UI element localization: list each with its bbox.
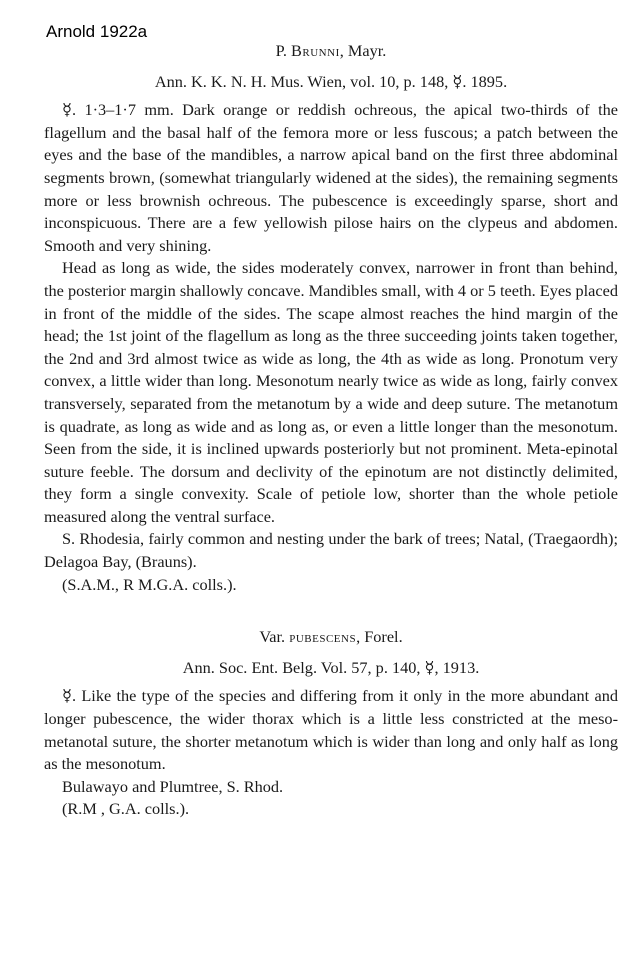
- species-morphology-paragraph: Head as long as wide, the sides moderately convex, narrower in front than behind, the posterior margin shallowly concave. Mandibles small, with 4 or 5 teeth. Eyes placed in front of the middle of the sides. The scape almost reaches the hind margin of the head; the 1st joint of the flagellum as long as the three succeeding joints taken together, the 2nd and 3rd almost twice as wide as long, the 4th as wide as long. Pronotum very convex, a little wider than long. Mesonotum nearly twice as wide as long, fairly convex transversely, separated from the metanotum by a wide and deep suture. The metanotum is quadrate, as long as wide and as long as, or even a little longer than the mesonotum. Seen from the side, it is inclined upwards posteriorly but not prominent. Meta-epinotal suture feeble. The dorsum and declivity of the epinotum are not distinctly delimited, they form a single convexity. Scale of petiole low, shorter than the whole petiole measured along the ventral surface.: [44, 258, 618, 526]
- variety-title-suffix: , Forel.: [356, 627, 403, 647]
- variety-title-name: pubescens: [289, 627, 357, 647]
- species-collections-paragraph: (S.A.M., R M.G.A. colls.).: [62, 574, 237, 594]
- variety-description-paragraph: ☿. Like the type of the species and differing from it only in the more abundant and longer pubescence, the wider thorax which is a little less constricted at the meso-metanotal suture, the shorter metanotum which is wider than long and only half as long as the mesonotum.: [44, 686, 618, 774]
- document-page: [44, 40, 618, 821]
- variety-title: [44, 626, 618, 649]
- section-gap: [44, 596, 618, 626]
- species-reference: Ann. K. K. N. H. Mus. Wien, vol. 10, p. 148, ☿. 1895.: [154, 71, 508, 91]
- species-title: [44, 40, 618, 63]
- species-description-paragraph: ☿. 1·3–1·7 mm. Dark orange or reddish ochreous, the apical two-thirds of the flagellum and the basal half of the femora more or less fuscous; a patch between the eyes and the base of the mandibles, a narrow apical band on the first three abdominal segments brown, (somewhat triangularly widened at the sides), the remaining segments more or less brownish ochreous. The pubescence is exceedingly sparse, short and inconspicuous. There are a few yellowish pilose hairs on the clypeus and abdomen. Smooth and very shining.: [44, 100, 618, 255]
- variety-reference: Ann. Soc. Ent. Belg. Vol. 57, p. 140, ☿, 1913.: [182, 657, 480, 677]
- source-label: Arnold 1922a: [46, 22, 148, 41]
- variety-title-prefix: Var.: [259, 627, 290, 647]
- species-distribution-paragraph: S. Rhodesia, fairly common and nesting under the bark of trees; Natal, (Traegaordh); Delagoa Bay, (Brauns).: [44, 529, 618, 572]
- species-title-suffix: , Mayr.: [339, 41, 387, 60]
- species-title-name: Brunni: [291, 41, 340, 60]
- variety-distribution-paragraph: Bulawayo and Plumtree, S. Rhod.: [62, 776, 284, 796]
- variety-collections-paragraph: (R.M , G.A. colls.).: [62, 799, 190, 819]
- species-title-prefix: P.: [275, 41, 292, 60]
